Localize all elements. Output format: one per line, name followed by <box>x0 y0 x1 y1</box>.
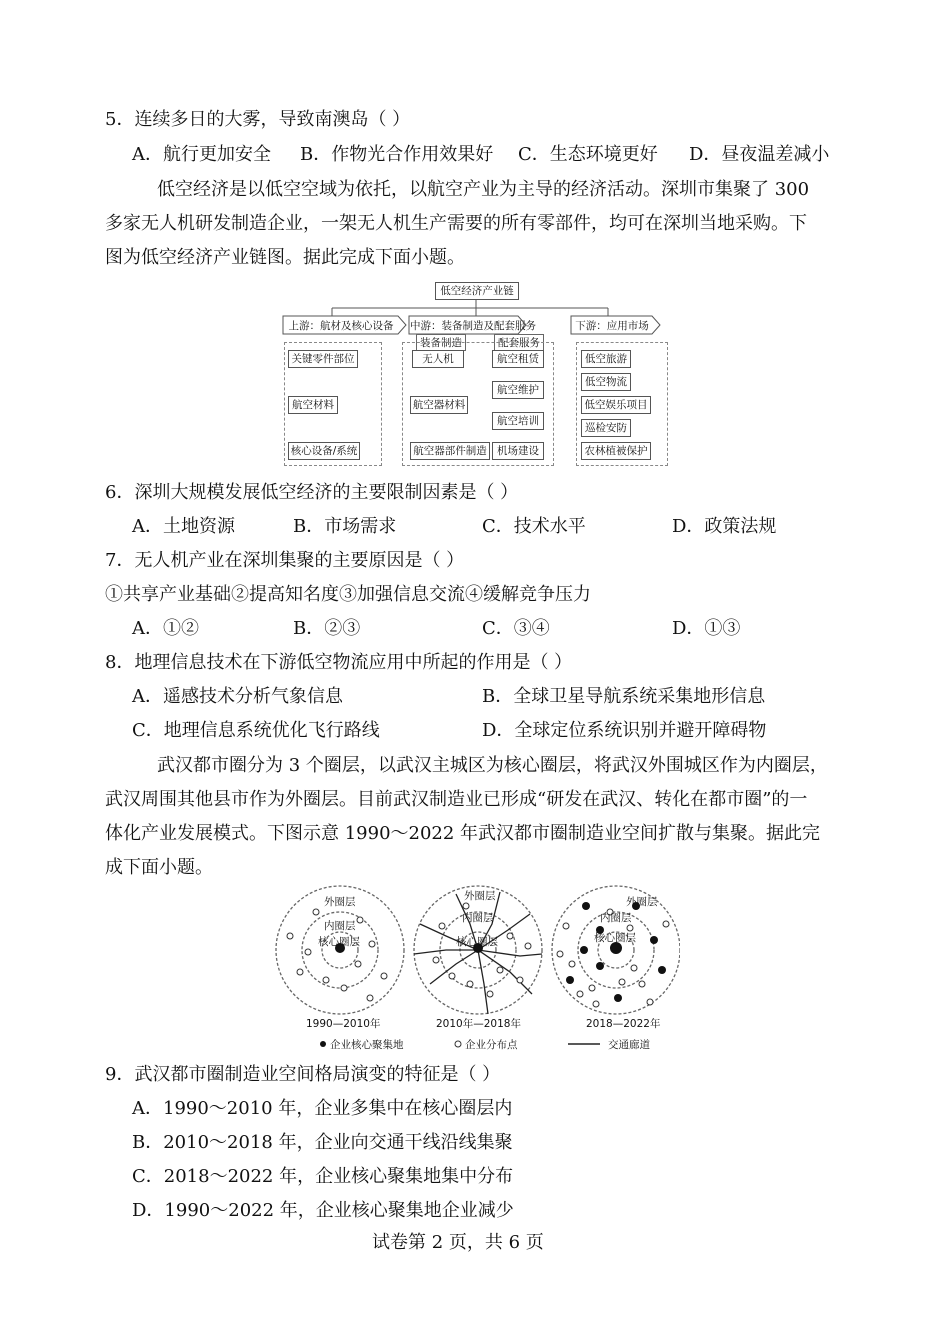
midstream-col2-item-2: 航空维护 <box>492 381 544 399</box>
upstream-item-2: 航空材料 <box>288 396 338 414</box>
period-label-3: 2018—2022年 <box>586 1018 661 1030</box>
downstream-item-2: 低空物流 <box>581 373 631 391</box>
q8-option-d: D．全球定位系统识别并避开障碍物 <box>482 720 767 741</box>
passage1-line2: 多家无人机研发制造企业，一架无人机生产需要的所有零部件，均可在深圳当地采购。下 <box>105 213 807 234</box>
q9-option-b: B．2010～2018 年，企业向交通干线沿线集聚 <box>132 1132 513 1153</box>
q6-option-d: D．政策法规 <box>672 516 777 537</box>
q6-option-c: C．技术水平 <box>482 516 586 537</box>
midstream-col1-item-2: 航空器材料 <box>410 396 468 414</box>
q9-option-a: A．1990～2010 年，企业多集中在核心圈层内 <box>132 1098 513 1119</box>
q5-option-b: B．作物光合作用效果好 <box>300 144 494 165</box>
passage2-line2: 武汉周围其他县市作为外圈层。目前武汉制造业已形成“研发在武汉、转化在都市圈”的一 <box>105 789 808 810</box>
q7-choices: ①共享产业基础②提高知名度③加强信息交流④缓解竞争压力 <box>105 584 591 605</box>
q9-option-d: D．1990～2022 年，企业核心聚集地企业减少 <box>132 1200 514 1221</box>
page-footer: 试卷第 2 页，共 6 页 <box>372 1232 544 1253</box>
midstream-sub2: 配套服务 <box>494 334 544 351</box>
q5-stem: 5．连续多日的大雾，导致南澳岛（ ） <box>105 109 411 130</box>
midstream-col2-item-3: 航空培训 <box>492 412 544 430</box>
p3-core-label: 核心圈层 <box>594 932 636 944</box>
legend-point-symbol <box>455 1041 461 1047</box>
q6-stem: 6．深圳大规模发展低空经济的主要限制因素是（ ） <box>105 482 519 503</box>
downstream-item-1: 低空旅游 <box>581 350 631 368</box>
legend-core-symbol <box>320 1041 326 1047</box>
downstream-head: 下游：应用市场 <box>575 320 649 332</box>
legend-point-label: 企业分布点 <box>465 1039 518 1051</box>
q6-option-a: A．土地资源 <box>132 516 235 537</box>
q9-option-c: C．2018～2022 年，企业核心聚集地集中分布 <box>132 1166 514 1187</box>
period-label-2: 2010年—2018年 <box>436 1018 521 1030</box>
midstream-col2-item-1: 航空租赁 <box>492 350 544 368</box>
panel-2010-2018 <box>414 886 542 1014</box>
upstream-head: 上游：航材及核心设备 <box>288 320 394 332</box>
q8-option-a: A．遥感技术分析气象信息 <box>132 686 343 707</box>
upstream-item-1: 关键零件部位 <box>288 350 358 368</box>
period-label-1: 1990—2010年 <box>306 1018 381 1030</box>
q5-option-a: A．航行更加安全 <box>132 144 271 165</box>
q7-option-b: B．②③ <box>293 618 361 639</box>
passage2-line1: 武汉都市圈分为 3 个圈层，以武汉主城区为核心圈层，将武汉外围城区作为内圈层， <box>157 755 828 776</box>
passage1-line1: 低空经济是以低空空域为依托，以航空产业为主导的经济活动。深圳市集聚了 300 <box>157 179 810 200</box>
p2-core-label: 核心圈层 <box>456 936 498 948</box>
q7-option-c: C．③④ <box>482 618 550 639</box>
p1-inner-label: 内圈层 <box>324 920 356 932</box>
q5-option-c: C．生态环境更好 <box>518 144 658 165</box>
q7-option-d: D．①③ <box>672 618 741 639</box>
p2-outer-label: 外圈层 <box>464 890 496 902</box>
p1-core-label: 核心圈层 <box>318 936 360 948</box>
downstream-item-3: 低空娱乐项目 <box>581 396 651 414</box>
q7-stem: 7．无人机产业在深圳集聚的主要原因是（ ） <box>105 550 465 571</box>
downstream-item-4: 巡检安防 <box>581 419 631 437</box>
p3-inner-label: 内圈层 <box>600 912 632 924</box>
p1-outer-label: 外圈层 <box>324 896 356 908</box>
upstream-item-3: 核心设备/系统 <box>288 442 360 460</box>
passage2-line3: 体化产业发展模式。下图示意 1990～2022 年武汉都市圈制造业空间扩散与集聚。据此完 <box>105 823 821 844</box>
midstream-head: 中游：装备制造及配套服务 <box>410 320 536 332</box>
q9-stem: 9．武汉都市圈制造业空间格局演变的特征是（ ） <box>105 1064 501 1085</box>
panel-2018-2022 <box>552 886 680 1014</box>
industry-chain-diagram <box>282 280 670 470</box>
q6-option-b: B．市场需求 <box>293 516 397 537</box>
midstream-col1-item-3: 航空器部件制造 <box>410 442 490 460</box>
p3-outer-label: 外圈层 <box>626 896 658 908</box>
passage1-line3: 图为低空经济产业链图。据此完成下面小题。 <box>105 247 465 268</box>
legend-core-label: 企业核心聚集地 <box>330 1039 404 1051</box>
chain-title: 低空经济产业链 <box>435 282 519 300</box>
wuhan-circles-diagram <box>270 884 680 1054</box>
q8-option-c: C．地理信息系统优化飞行路线 <box>132 720 380 741</box>
midstream-col2-item-4: 机场建设 <box>492 442 544 460</box>
q7-option-a: A．①② <box>132 618 199 639</box>
q5-option-d: D．昼夜温差减小 <box>689 144 830 165</box>
downstream-item-5: 农林植被保护 <box>581 442 651 460</box>
legend-corridor-label: 交通廊道 <box>608 1039 650 1051</box>
q8-stem: 8．地理信息技术在下游低空物流应用中所起的作用是（ ） <box>105 652 573 673</box>
midstream-col1-item-1: 无人机 <box>412 350 464 368</box>
p2-inner-label: 内圈层 <box>462 912 494 924</box>
q8-option-b: B．全球卫星导航系统采集地形信息 <box>482 686 766 707</box>
midstream-sub1: 装备制造 <box>416 334 466 351</box>
passage2-line4: 成下面小题。 <box>105 857 213 878</box>
